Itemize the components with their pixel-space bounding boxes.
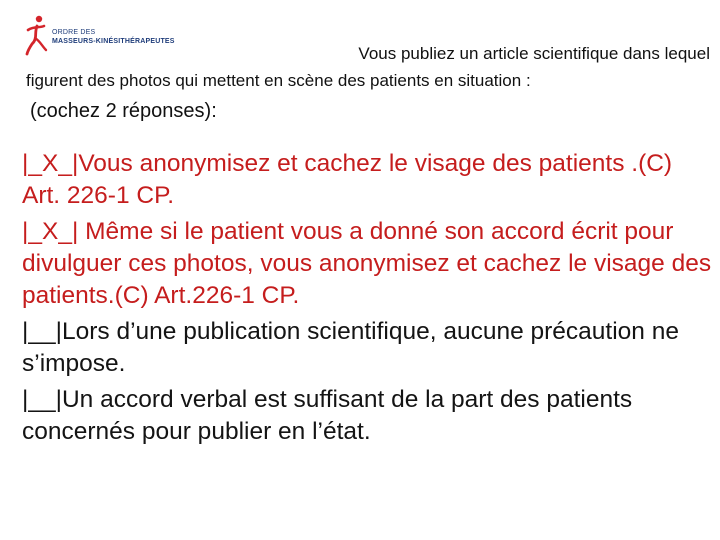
answer-2: |_X_| Même si le patient vous a donné son accord écrit pour divulguer ces photos, vous anonymisez et cachez le visage des patients.(C) Art.226-1 CP. xyxy=(22,218,712,309)
logo-line2: MASSEURS-KINÉSITHÉRAPEUTES xyxy=(52,38,175,45)
question-line2: figurent des photos qui mettent en scène des patients en situation : xyxy=(26,71,531,90)
question xyxy=(26,40,712,94)
answer-1: |_X_|Vous anonymisez et cachez le visage des patients .(C) Art. 226-1 CP. xyxy=(22,150,673,209)
answer-3: |__|Lors d’une publication scientifique, aucune précaution ne s’impose. xyxy=(22,318,679,377)
logo-line1: ORDRE DES xyxy=(52,29,96,36)
question-line1: Vous publiez un article scientifique dans lequel xyxy=(358,44,710,63)
answer-list xyxy=(22,148,712,452)
answer-4: |__|Un accord verbal est suffisant de la part des patients concernés pour publier en l’état. xyxy=(22,386,633,445)
instruction: (cochez 2 réponses): xyxy=(30,100,217,122)
